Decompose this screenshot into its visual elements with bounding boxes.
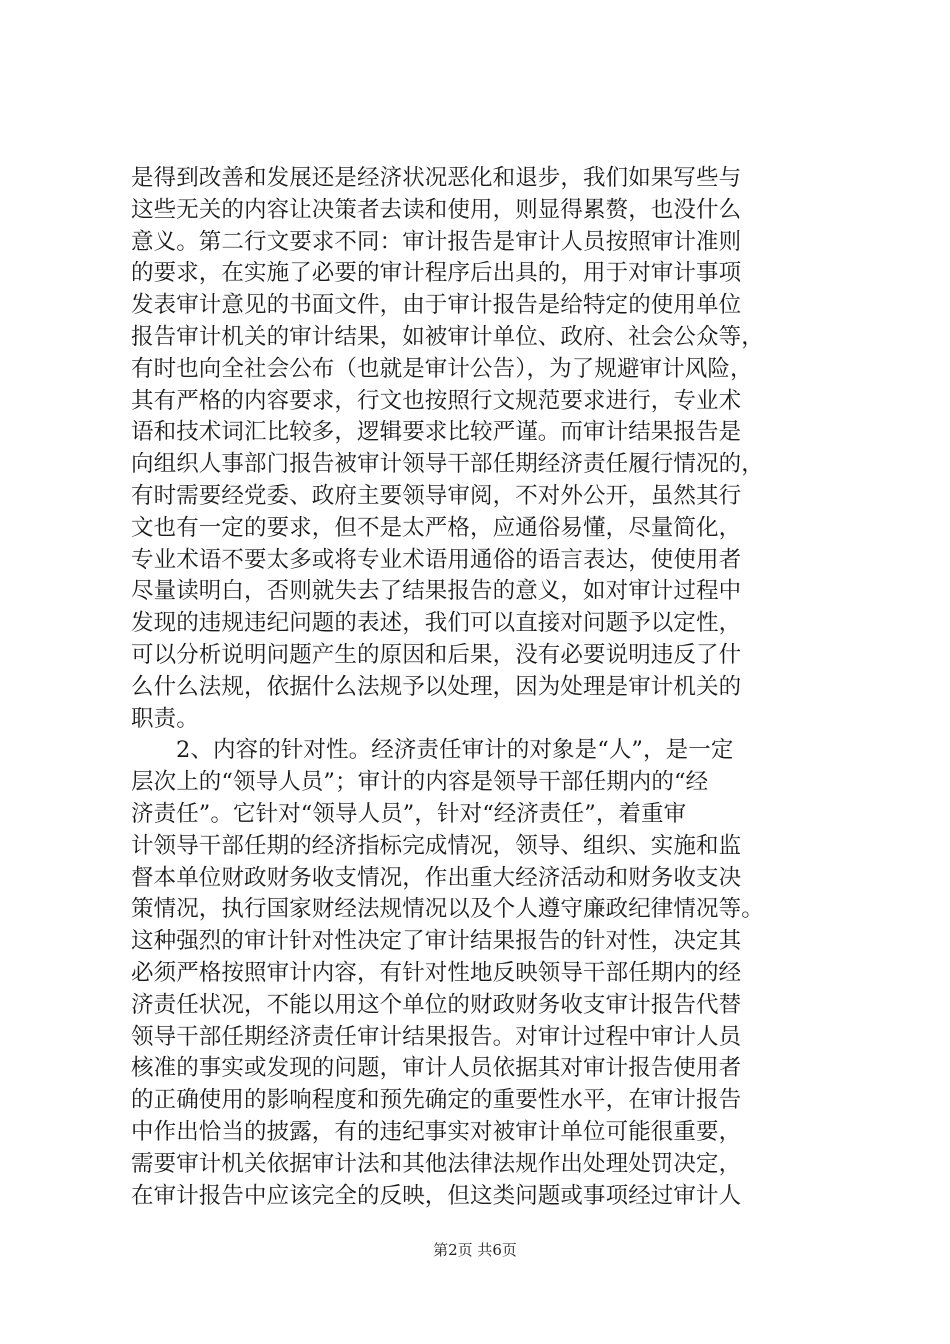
text-line: 文也有一定的要求，但不是太严格，应通俗易懂，尽量简化， xyxy=(131,514,742,541)
page-footer xyxy=(0,1239,950,1260)
text-line: 发表审计意见的书面文件，由于审计报告是给特定的使用单位 xyxy=(131,292,742,319)
text-line: 的正确使用的影响程度和预先确定的重要性水平，在审计报告 xyxy=(131,1087,742,1114)
text-line: 核准的事实或发现的问题，审计人员依据其对审计报告使用者 xyxy=(131,1055,742,1082)
text-line: 其有严格的内容要求，行文也按照行文规范要求进行，专业术 xyxy=(131,387,742,414)
text-line: 济责任状况，不能以用这个单位的财政财务收支审计报告代替 xyxy=(131,991,742,1018)
text-line: 需要审计机关依据审计法和其他法律法规作出处理处罚决定， xyxy=(131,1150,742,1177)
text-line: 么什么法规，依据什么法规予以处理，因为处理是审计机关的 xyxy=(131,673,742,700)
text-line: 有时需要经党委、政府主要领导审阅，不对外公开，虽然其行 xyxy=(131,482,742,509)
text-line: 督本单位财政财务收支情况，作出重大经济活动和财务收支决 xyxy=(131,864,742,891)
text-line: 语和技术词汇比较多，逻辑要求比较严谨。而审计结果报告是 xyxy=(131,419,742,446)
text-line: 意义。第二行文要求不同：审计报告是审计人员按照审计准则 xyxy=(131,228,742,255)
text-line: 策情况，执行国家财经法规情况以及个人遵守廉政纪律情况等。 xyxy=(131,896,764,923)
text-line: 专业术语不要太多或将专业术语用通俗的语言表达，使使用者 xyxy=(131,546,742,573)
text-line: 在审计报告中应该完全的反映，但这类问题或事项经过审计人 xyxy=(131,1182,742,1209)
text-line: 发现的违规违纪问题的表述，我们可以直接对问题予以定性， xyxy=(131,610,742,637)
text-line: 计领导干部任期的经济指标完成情况，领导、组织、实施和监 xyxy=(131,832,742,859)
page-number: 第2页 共6页 xyxy=(433,1241,517,1259)
text-line: 有时也向全社会公布（也就是审计公告），为了规避审计风险， xyxy=(131,355,753,382)
paragraph-first-line: 2、内容的针对性。经济责任审计的对象是“人”，是一定 xyxy=(176,737,734,764)
text-line: 的要求，在实施了必要的审计程序后出具的，用于对审计事项 xyxy=(131,260,742,287)
text-line: 领导干部任期经济责任审计结果报告。对审计过程中审计人员 xyxy=(131,1023,742,1050)
text-line: 这些无关的内容让决策者去读和使用，则显得累赘，也没什么 xyxy=(131,196,742,223)
text-line: 是得到改善和发展还是经济状况恶化和退步，我们如果写些与 xyxy=(131,165,742,191)
text-line: 中作出恰当的披露，有的违纪事实对被审计单位可能很重要， xyxy=(131,1118,742,1145)
text-line: 可以分析说明问题产生的原因和后果，没有必要说明违反了什 xyxy=(131,641,742,668)
text-line: 必须严格按照审计内容，有针对性地反映领导干部任期内的经 xyxy=(131,959,742,986)
text-line: 层次上的“领导人员”；审计的内容是领导干部任期内的“经 xyxy=(131,769,709,796)
text-line: 向组织人事部门报告被审计领导干部任期经济责任履行情况的， xyxy=(131,451,764,478)
text-line: 职责。 xyxy=(131,705,199,732)
body-text xyxy=(131,163,831,1212)
text-line: 这种强烈的审计针对性决定了审计结果报告的针对性，决定其 xyxy=(131,928,742,955)
text-line: 济责任”。它针对“领导人员”，针对“经济责任”，着重审 xyxy=(131,800,687,827)
text-line: 尽量读明白，否则就失去了结果报告的意义，如对审计过程中 xyxy=(131,578,742,605)
text-line: 报告审计机关的审计结果，如被审计单位、政府、社会公众等， xyxy=(131,323,764,350)
